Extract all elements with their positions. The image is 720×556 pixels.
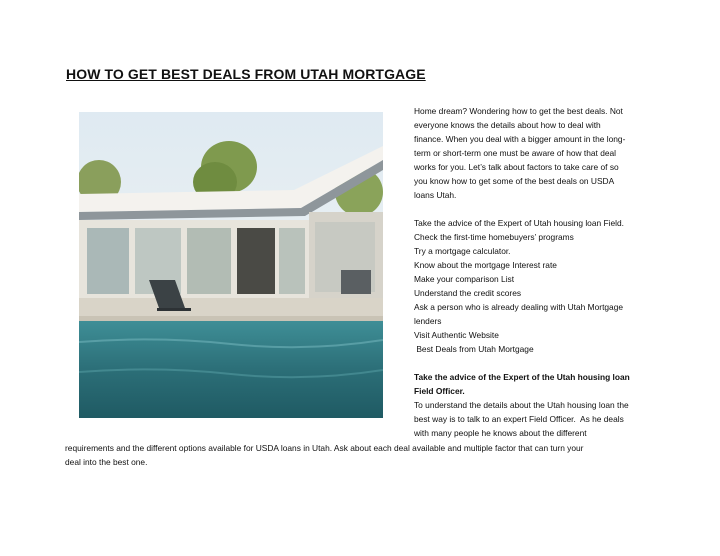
tip-item: Make your comparison List [414, 274, 515, 284]
section-body-line: To understand the details about the Utah housing loan the [414, 400, 629, 410]
tip-item: Best Deals from Utah Mortgage [414, 344, 534, 354]
section-body-line: best way is to talk to an expert Field Officer. As he deals [414, 414, 624, 424]
tip-item: Understand the credit scores [414, 288, 522, 298]
intro-line: term or short-term one must be aware of how that deal [414, 148, 617, 158]
article-right-column [414, 104, 659, 440]
modern-house-with-pool-photo [79, 112, 383, 418]
tip-item: Know about the mortgage Interest rate [414, 260, 557, 270]
intro-line: you know how to get some of the best deals on USDA [414, 176, 615, 186]
bottom-line: deal into the best one. [65, 457, 148, 467]
tip-item: Try a mortgage calculator. [414, 246, 511, 256]
tip-item: Ask a person who is already dealing with Utah Mortgage [414, 302, 624, 312]
section-heading: Field Officer. [414, 386, 465, 396]
tip-item: Visit Authentic Website [414, 330, 499, 340]
paragraph-spacer [414, 202, 659, 216]
intro-line: everyone knows the details about how to deal with [414, 120, 601, 130]
bottom-line: requirements and the different options available for USDA loans in Utah. Ask about each deal available and multiple factor that can turn your [65, 443, 584, 453]
intro-line: loans Utah. [414, 190, 457, 200]
paragraph-spacer [414, 356, 659, 370]
section-body-line: with many people he knows about the different [414, 428, 587, 438]
intro-line: works for you. Let’s talk about factors to take care of so [414, 162, 619, 172]
tip-item: Check the first-time homebuyers’ programs [414, 232, 574, 242]
section-heading: Take the advice of the Expert of the Utah housing loan [414, 372, 630, 382]
page-title: HOW TO GET BEST DEALS FROM UTAH MORTGAGE [66, 66, 426, 82]
intro-line: finance. When you deal with a bigger amount in the long- [414, 134, 626, 144]
tip-item: Take the advice of the Expert of Utah housing loan Field. [414, 218, 624, 228]
house-pool-image [79, 112, 383, 418]
tip-item: lenders [414, 316, 442, 326]
article-bottom-text [65, 441, 665, 469]
intro-line: Home dream? Wondering how to get the best deals. Not [414, 106, 623, 116]
